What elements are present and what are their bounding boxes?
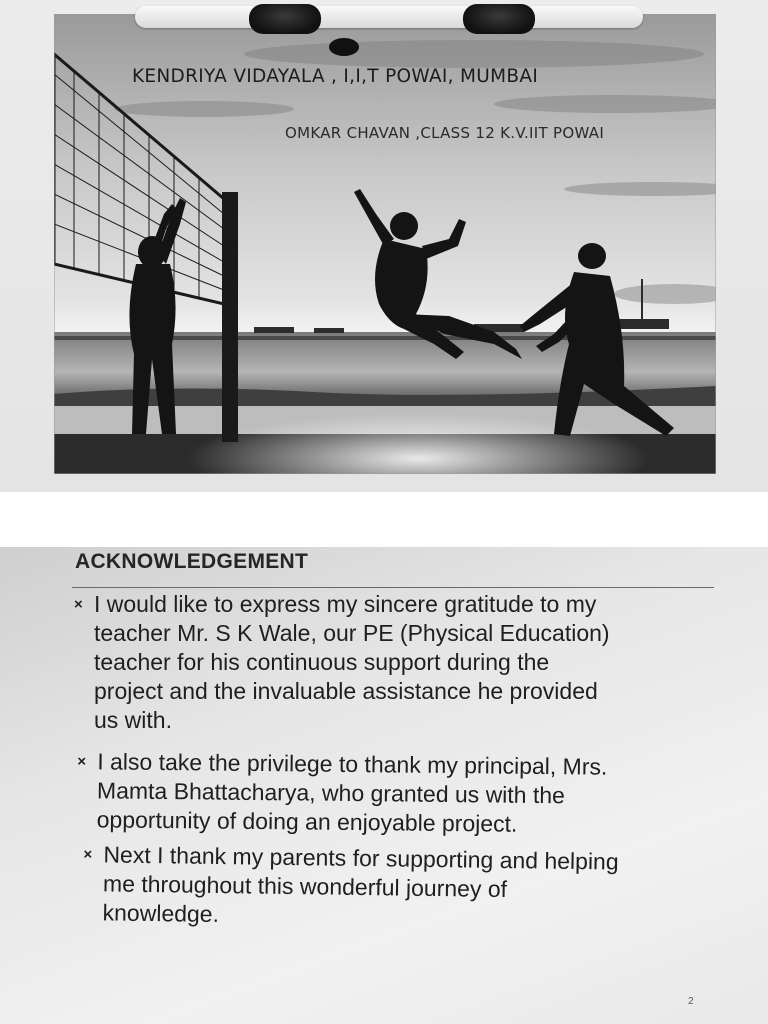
acknowledgement-heading: ACKNOWLEDGEMENT	[75, 550, 309, 573]
bullet-line: me throughout this wonderful journey of	[102, 870, 508, 903]
acknowledgement-bullet	[83, 840, 619, 934]
acknowledgement-bullet	[74, 590, 610, 735]
bullet-line: teacher for his continuous support during the	[94, 649, 550, 675]
acknowledgement-page	[0, 547, 768, 1024]
punch-hole	[329, 38, 359, 56]
bullet-line: opportunity of doing an enjoyable project.	[96, 806, 518, 837]
bullet-line: knowledge.	[102, 899, 220, 928]
bullet-line: I would like to express my sincere gratitude to my	[94, 591, 597, 617]
cover-page	[0, 0, 768, 492]
binder-knob-left	[249, 4, 321, 34]
cross-bullet-icon: ×	[77, 753, 87, 771]
binder-knob-right	[463, 4, 535, 34]
bullet-line: I also take the privilege to thank my principal, Mrs.	[97, 748, 608, 780]
bullet-line: teacher Mr. S K Wale, our PE (Physical Education)	[94, 620, 610, 646]
cross-bullet-icon: ×	[83, 846, 93, 864]
cross-bullet-icon: ×	[74, 596, 83, 613]
bullet-line: project and the invaluable assistance he provided	[94, 678, 598, 704]
page-gap	[0, 492, 768, 547]
bullet-line: Mamta Bhattacharya, who granted us with the	[96, 777, 566, 809]
bullet-line: Next I thank my parents for supporting and helping	[103, 841, 619, 875]
student-subtitle: OMKAR CHAVAN ,CLASS 12 K.V.IIT POWAI	[285, 124, 605, 142]
page-number: 2	[688, 996, 694, 1007]
acknowledgement-bullet	[77, 747, 608, 839]
bullet-line: us with.	[94, 707, 172, 733]
volleyball-photo	[54, 14, 716, 474]
heading-divider	[72, 587, 714, 588]
school-title: KENDRIYA VIDAYALA , I,I,T POWAI, MUMBAI	[132, 66, 539, 87]
binder-clip	[135, 6, 643, 28]
